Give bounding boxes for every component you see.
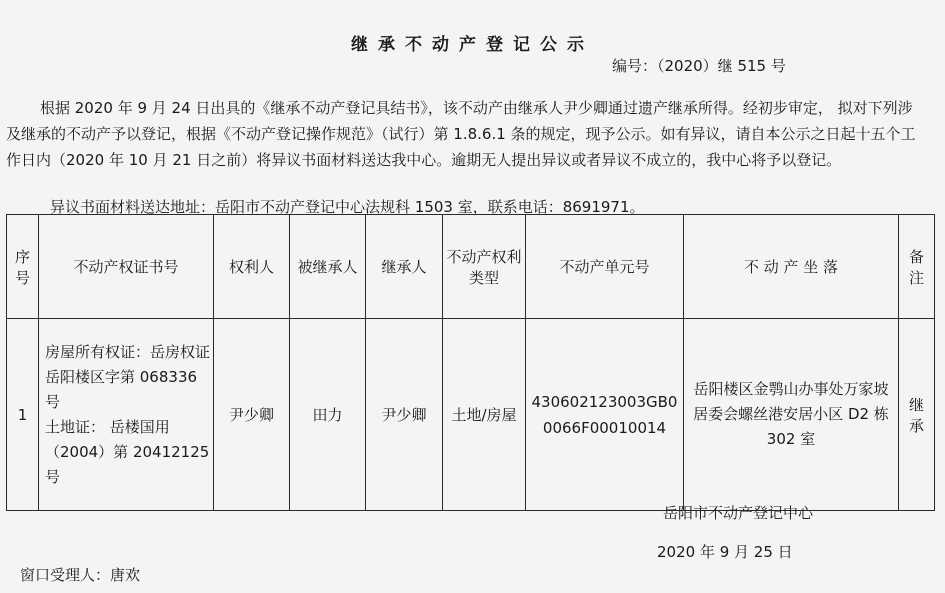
cell-location: 岳阳楼区金鹗山办事处万家坡居委会螺丝港安居小区 D2 栋 302 室 <box>684 319 899 511</box>
issue-date: 2020 年 9 月 25 日 <box>657 543 793 561</box>
cell-holder: 尹少卿 <box>214 319 290 511</box>
document-number: 编号：（2020）继 515 号 <box>612 57 786 75</box>
objection-address: 异议书面材料送达地址：岳阳市不动产登记中心法规科 1503 室，联系电话：8691971。 <box>50 198 645 216</box>
header-remark: 备注 <box>899 215 935 319</box>
table-row <box>7 319 935 511</box>
table-header-row <box>7 215 935 319</box>
cell-seq: 1 <box>7 319 39 511</box>
cell-unit-no: 430602123003GB00066F00010014 <box>526 319 684 511</box>
cell-remark: 继承 <box>899 319 935 511</box>
header-location: 不 动 产 坐 落 <box>684 215 899 319</box>
header-heir: 继承人 <box>366 215 443 319</box>
header-right-type: 不动产权利类型 <box>443 215 526 319</box>
issuing-center: 岳阳市不动产登记中心 <box>663 504 814 522</box>
header-cert: 不动产权证书号 <box>39 215 214 319</box>
header-unit-no: 不动产单元号 <box>526 215 684 319</box>
header-holder: 权利人 <box>214 215 290 319</box>
notice-title: 继承不动产登记公示 <box>351 35 594 55</box>
cell-heir: 尹少卿 <box>366 319 443 511</box>
cert-house: 房屋所有权证：岳房权证岳阳楼区字第 068336 号 <box>45 342 211 411</box>
window-receiver: 窗口受理人：唐欢 <box>20 566 141 584</box>
cell-cert <box>39 319 214 511</box>
notice-paragraph-text: 根据 2020 年 9 月 24 日出具的《继承不动产登记具结书》，该不动产由继承人尹少卿通过遗产继承所得。经初步审定， 拟对下列涉及继承的不动产予以登记，根据《不动产登记操作规范》（试行）第 1.8.6.1 条的规定，现予公示。如有异议，请自本公示之日起十五个工作日内（2020 年 10 月 21 日之前）将异议书面材料送达我中心。逾期无人提出异议或者异议不成立的，我中心将予以登记。 <box>6 99 916 169</box>
notice-paragraph <box>6 95 921 173</box>
header-decedent: 被继承人 <box>290 215 366 319</box>
header-seq: 序号 <box>7 215 39 319</box>
cell-right-type: 土地/房屋 <box>443 319 526 511</box>
cell-decedent: 田力 <box>290 319 366 511</box>
cert-land: 土地证： 岳楼国用（2004）第 20412125 号 <box>45 417 210 486</box>
property-table <box>6 214 935 511</box>
